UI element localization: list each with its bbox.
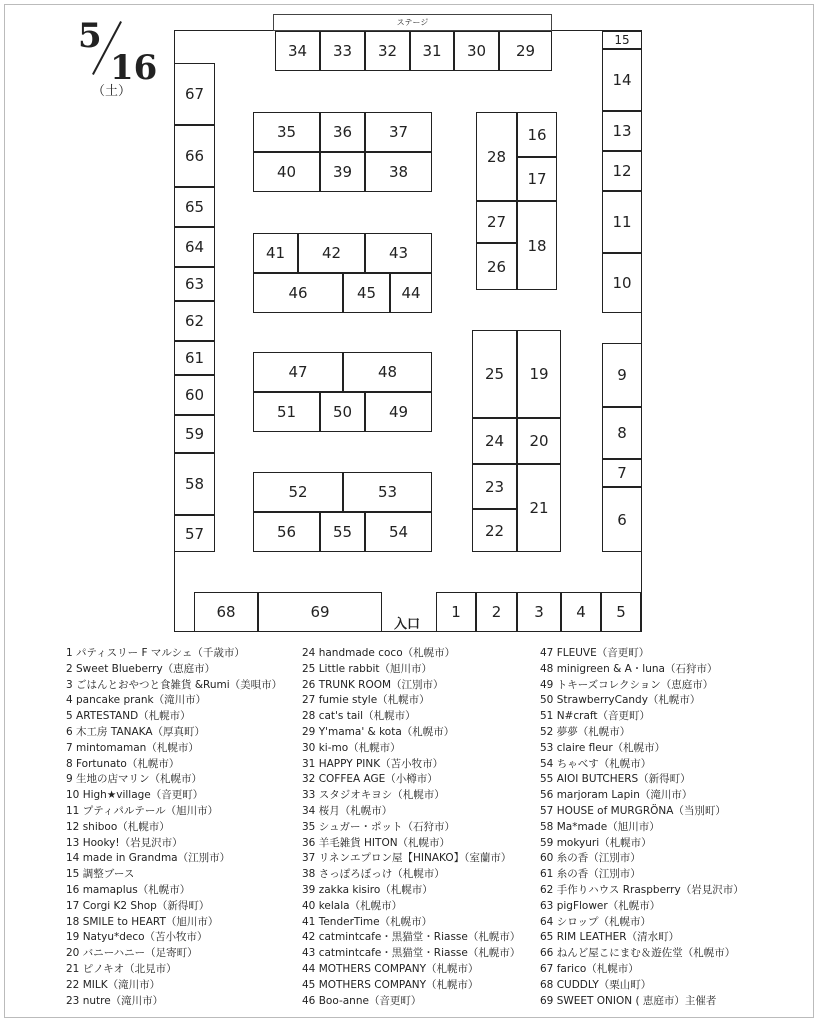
vendor-list-col1 [66, 646, 282, 1009]
booth-17: 17 [517, 157, 557, 201]
booth-25: 25 [472, 330, 517, 418]
booth-37: 37 [365, 112, 432, 152]
vendor-entry: 5 ARTESTAND（札幌市） [66, 710, 191, 723]
vendor-entry: 39 zakka kisiro（札幌市） [302, 883, 433, 896]
vendor-entry: 67 farico（札幌市） [540, 962, 639, 975]
vendor-entry: 7 mintomaman（札幌市） [66, 741, 199, 754]
vendor-entry: 55 AIOI BUTCHERS（新得町） [540, 773, 691, 786]
vendor-entry: 68 CUDDLY（栗山町） [540, 978, 652, 991]
vendor-entry: 47 FLEUVE（音更町） [540, 647, 650, 659]
vendor-entry: 45 MOTHERS COMPANY（札幌市） [302, 978, 479, 991]
booth-42: 42 [298, 233, 365, 273]
vendor-entry: 8 Fortunato（札幌市） [66, 757, 180, 770]
booth-32: 32 [365, 31, 410, 71]
booth-6: 6 [602, 487, 642, 552]
booth-27: 27 [476, 201, 517, 243]
vendor-entry: 26 TRUNK ROOM（江別市） [302, 678, 444, 691]
booth-64: 64 [174, 227, 215, 267]
booth-63: 63 [174, 267, 215, 301]
vendor-entry: 43 catmintcafe・黒猫堂・Riasse（札幌市） [302, 947, 521, 960]
vendor-entry: 17 Corgi K2 Shop（新得町） [66, 899, 210, 912]
date-day: 16 [110, 48, 158, 88]
vendor-entry: 54 ちゃべす（札幌市） [540, 757, 652, 770]
booth-20: 20 [517, 418, 561, 464]
booth-7: 7 [602, 459, 642, 487]
booth-59: 59 [174, 415, 215, 453]
vendor-entry: 40 kelala（札幌市） [302, 899, 403, 912]
vendor-entry: 66 ねんど屋こにまむ＆遊佐堂（札幌市） [540, 947, 736, 960]
booth-24: 24 [472, 418, 517, 464]
vendor-entry: 16 mamaplus（札幌市） [66, 883, 191, 896]
booth-57: 57 [174, 515, 215, 552]
booth-46: 46 [253, 273, 343, 313]
booth-38: 38 [365, 152, 432, 192]
booth-21: 21 [517, 464, 561, 552]
booth-49: 49 [365, 392, 432, 432]
booth-43: 43 [365, 233, 432, 273]
vendor-entry: 53 claire fleur（札幌市） [540, 741, 666, 754]
booth-31: 31 [410, 31, 454, 71]
vendor-entry: 30 ki-mo（札幌市） [302, 741, 401, 754]
booth-68: 68 [194, 592, 258, 632]
booth-2: 2 [476, 592, 517, 632]
vendor-entry: 14 made in Grandma（江別市） [66, 852, 231, 865]
vendor-entry: 21 ピノキオ（北見市） [66, 962, 177, 975]
booth-60: 60 [174, 375, 215, 415]
booth-9: 9 [602, 343, 642, 407]
booth-28: 28 [476, 112, 517, 201]
vendor-entry: 35 シュガー・ポット（石狩市） [302, 820, 455, 833]
booth-4: 4 [561, 592, 601, 632]
booth-65: 65 [174, 187, 215, 227]
vendor-entry: 18 SMILE to HEART（旭川市） [66, 915, 219, 928]
vendor-entry: 61 糸の香（江別市） [540, 868, 641, 881]
booth-58: 58 [174, 453, 215, 515]
vendor-entry: 36 羊毛雑貨 HITON（札幌市） [302, 836, 451, 849]
vendor-entry: 27 fumie style（札幌市） [302, 694, 430, 707]
vendor-entry: 22 MILK（滝川市） [66, 978, 161, 991]
booth-50: 50 [320, 392, 365, 432]
booth-15: 15 [602, 31, 642, 49]
vendor-entry: 34 桜月（札幌市） [302, 804, 393, 817]
booth-62: 62 [174, 301, 215, 341]
booth-51: 51 [253, 392, 320, 432]
vendor-entry: 50 StrawberryCandy（札幌市） [540, 694, 701, 707]
vendor-entry: 28 cat's tail（札幌市） [302, 710, 416, 723]
booth-48: 48 [343, 352, 432, 392]
booth-10: 10 [602, 253, 642, 313]
booth-55: 55 [320, 512, 365, 552]
vendor-entry: 32 COFFEA AGE（小樽市） [302, 773, 438, 786]
vendor-entry: 25 Little rabbit（旭川市） [302, 662, 433, 675]
vendor-entry: 64 シロップ（札幌市） [540, 915, 651, 928]
booth-14: 14 [602, 49, 642, 111]
vendor-entry: 41 TenderTime（札幌市） [302, 915, 433, 928]
vendor-entry: 37 リネンエプロン屋【HINAKO】（室蘭市） [302, 852, 512, 865]
date-weekday: （土） [92, 84, 132, 99]
booth-3: 3 [517, 592, 561, 632]
vendor-entry: 57 HOUSE of MURGRÖNA（当別町） [540, 804, 726, 817]
booth-26: 26 [476, 243, 517, 290]
vendor-entry: 9 生地の店マリン（札幌市） [66, 773, 203, 786]
booth-67: 67 [174, 63, 215, 125]
vendor-list-col2 [302, 646, 520, 1009]
booth-54: 54 [365, 512, 432, 552]
vendor-entry: 12 shiboo（札幌市） [66, 820, 170, 833]
booth-23: 23 [472, 464, 517, 509]
vendor-entry: 23 nutre（滝川市） [66, 994, 164, 1007]
booth-52: 52 [253, 472, 343, 512]
booth-33: 33 [320, 31, 365, 71]
vendor-entry: 1 パティスリー F マルシェ（千歳市） [66, 647, 245, 659]
booth-53: 53 [343, 472, 432, 512]
booth-1: 1 [436, 592, 476, 632]
booth-39: 39 [320, 152, 365, 192]
vendor-entry: 33 スタジオキヨシ（札幌市） [302, 789, 445, 802]
booth-34: 34 [275, 31, 320, 71]
entrance-label: 入口 [394, 617, 421, 632]
booth-22: 22 [472, 509, 517, 552]
vendor-entry: 4 pancake prank（滝川市） [66, 694, 207, 707]
booth-56: 56 [253, 512, 320, 552]
vendor-entry: 46 Boo-anne（音更町） [302, 994, 422, 1007]
vendor-entry: 6 木工房 TANAKA（厚真町） [66, 725, 206, 738]
booth-45: 45 [343, 273, 390, 313]
stage: ステージ [273, 14, 552, 31]
booth-66: 66 [174, 125, 215, 187]
vendor-entry: 63 pigFlower（札幌市） [540, 899, 661, 912]
vendor-entry: 65 RIM LEATHER（清水町） [540, 931, 680, 944]
vendor-entry: 15 調整ブース [66, 868, 135, 881]
booth-41: 41 [253, 233, 298, 273]
booth-40: 40 [253, 152, 320, 192]
vendor-entry: 38 さっぽろぼっけ（札幌市） [302, 868, 445, 881]
booth-13: 13 [602, 111, 642, 151]
booth-69: 69 [258, 592, 382, 632]
vendor-list-col3 [540, 646, 744, 1009]
vendor-entry: 19 Natyu*deco（苫小牧市） [66, 931, 208, 944]
vendor-entry: 20 バニーハニー（足寄町） [66, 947, 198, 960]
vendor-entry: 59 mokyuri（札幌市） [540, 836, 652, 849]
vendor-entry: 24 handmade coco（札幌市） [302, 647, 456, 659]
booth-30: 30 [454, 31, 499, 71]
booth-36: 36 [320, 112, 365, 152]
booth-5: 5 [601, 592, 641, 632]
booth-12: 12 [602, 151, 642, 191]
vendor-entry: 2 Sweet Blueberry（恵庭市） [66, 662, 216, 675]
vendor-entry: 51 N#craft（音更町） [540, 710, 651, 723]
vendor-entry: 58 Ma*made（旭川市） [540, 820, 660, 833]
vendor-entry: 13 Hooky!（岩見沢市） [66, 836, 183, 849]
booth-29: 29 [499, 31, 552, 71]
vendor-entry: 42 catmintcafe・黒猫堂・Riasse（札幌市） [302, 931, 521, 944]
vendor-entry: 3 ごはんとおやつと食雑貨 &Rumi（美唄市） [66, 678, 283, 691]
vendor-entry: 56 marjoram Lapin（滝川市） [540, 789, 693, 802]
booth-61: 61 [174, 341, 215, 375]
vendor-entry: 10 High★village（音更町） [66, 789, 204, 802]
booth-18: 18 [517, 201, 557, 290]
vendor-entry: 49 トキーズコレクション（恵庭市） [540, 678, 714, 691]
booth-8: 8 [602, 407, 642, 459]
vendor-entry: 29 Y'mama' & kota（札幌市） [302, 725, 455, 738]
booth-44: 44 [390, 273, 432, 313]
booth-19: 19 [517, 330, 561, 418]
vendor-entry: 60 糸の香（江別市） [540, 852, 641, 865]
vendor-entry: 48 minigreen & A・luna（石狩市） [540, 662, 718, 675]
vendor-entry: 69 SWEET ONION ( 恵庭市）主催者 [540, 994, 717, 1007]
booth-16: 16 [517, 112, 557, 157]
vendor-entry: 44 MOTHERS COMPANY（札幌市） [302, 962, 479, 975]
booth-11: 11 [602, 191, 642, 253]
date-month: 5 [78, 16, 102, 56]
vendor-entry: 11 プティパルテール（旭川市） [66, 804, 219, 817]
booth-35: 35 [253, 112, 320, 152]
vendor-entry: 62 手作りハウス Rraspberry（岩見沢市） [540, 883, 744, 896]
booth-47: 47 [253, 352, 343, 392]
vendor-entry: 31 HAPPY PINK（苫小牧市） [302, 757, 444, 770]
vendor-entry: 52 夢夢（札幌市） [540, 725, 631, 738]
